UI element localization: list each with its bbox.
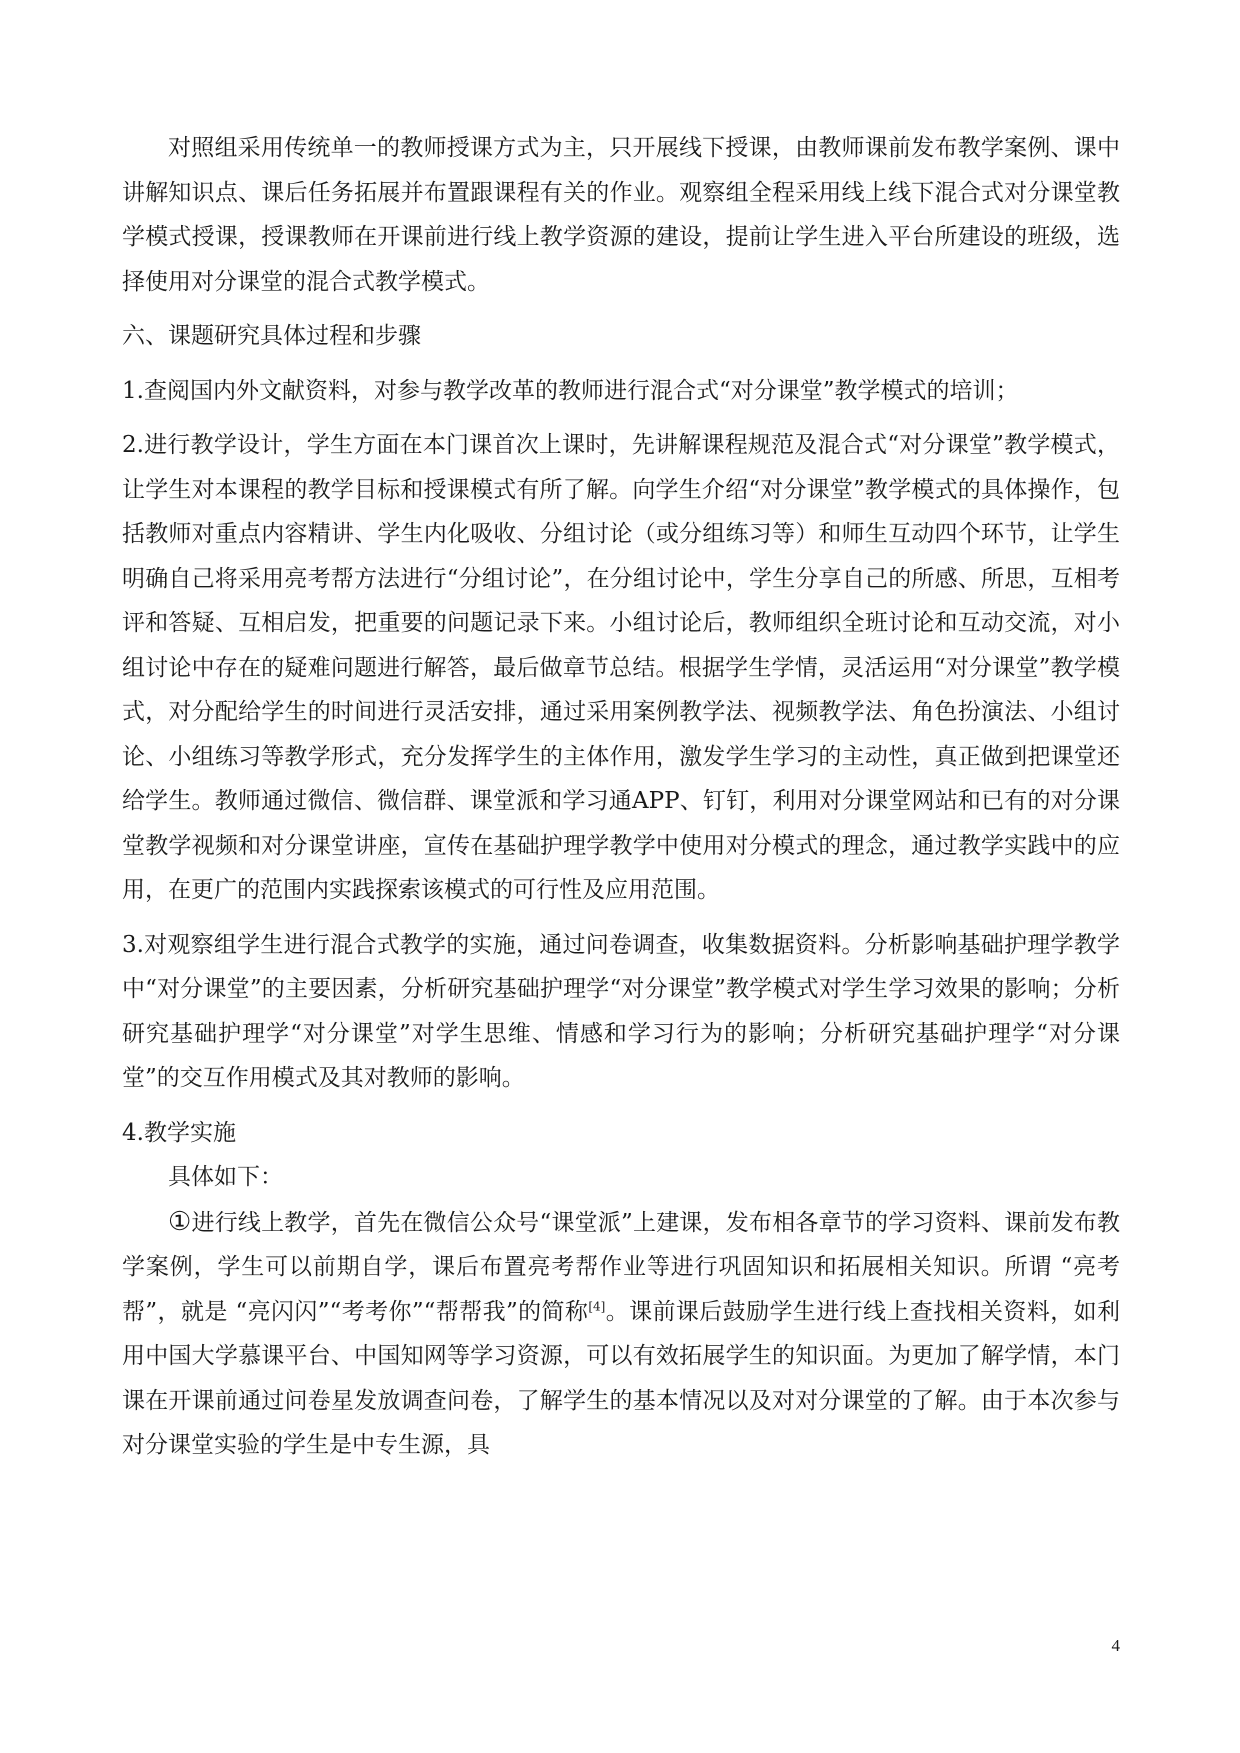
step-3-paragraph: 3.对观察组学生进行混合式教学的实施，通过问卷调查，收集数据资料。分析影响基础护理学教学中“对分课堂”的主要因素，分析研究基础护理学“对分课堂”教学模式对学生学习效果的影响；分析研究基础护理学“对分课堂”对学生思维、情感和学习行为的影响；分析研究基础护理学“对分课堂”的交互作用模式及其对教师的影响。 [122,931,1120,1091]
item-1-paragraph [122,1200,1120,1468]
item-1-text-part-1: 进行线上教学，首先在微信公众号“课堂派”上建课，发布相各章节的学习资料、课前发布教学案例，学生可以前期自学，课后布置亮考帮作业等进行巩固知识和拓展相关知识。所谓 “亮考帮”，就是 “亮闪闪”“考考你”“帮帮我”的简称 [122,1209,1120,1325]
step-4-title: 4.教学实施 [122,1119,236,1146]
circled-number-marker: ① [168,1206,192,1237]
step-2-paragraph: 2.进行教学设计，学生方面在本门课首次上课时，先讲解课程规范及混合式“对分课堂”教学模式，让学生对本课程的教学目标和授课模式有所了解。向学生介绍“对分课堂”教学模式的具体操作，包括教师对重点内容精讲、学生内化吸收、分组讨论（或分组练习等）和师生互动四个环节，让学生明确自己将采用亮考帮方法进行“分组讨论”，在分组讨论中，学生分享自己的所感、所思，互相考评和答疑、互相启发，把重要的问题记录下来。小组讨论后，教师组织全班讨论和互动交流，对小组讨论中存在的疑难问题进行解答，最后做章节总结。根据学生学情，灵活运用“对分课堂”教学模式，对分配给学生的时间进行灵活安排，通过采用案例教学法、视频教学法、角色扮演法、小组讨论、小组练习等教学形式，充分发挥学生的主体作用，激发学生学习的主动性，真正做到把课堂还给学生。教师通过微信、微信群、课堂派和学习通APP、钉钉，利用对分课堂网站和已有的对分课堂教学视频和对分课堂讲座，宣传在基础护理学教学中使用对分模式的理念，通过教学实践中的应用，在更广的范围内实践探索该模式的可行性及应用范围。 [122,432,1120,903]
step-4-intro: 具体如下： [168,1164,283,1190]
paragraph-control-group: 对照组采用传统单一的教师授课方式为主，只开展线下授课，由教师课前发布教学案例、课中讲解知识点、课后任务拓展并布置跟课程有关的作业。观察组全程采用线上线下混合式对分课堂教学模式授课，授课教师在开课前进行线上教学资源的建设，提前让学生进入平台所建设的班级，选择使用对分课堂的混合式教学模式。 [122,135,1120,295]
item-1-text-part-2: 。课前课后鼓励学生进行线上查找相关资料，如利用中国大学慕课平台、中国知网等学习资源，可以有效拓展学生的知识面。为更加了解学情，本门课在开课前通过问卷星发放调查问卷，了解学生的基本情况以及对对分课堂的了解。由于本次参与对分课堂实验的学生是中专生源，具 [122,1298,1121,1458]
citation-superscript: [4] [588,1298,606,1313]
page-number: 4 [1111,1636,1120,1655]
section-heading-6: 六、课题研究具体过程和步骤 [122,323,421,349]
step-1-paragraph: 1.查阅国内外文献资料，对参与教学改革的教师进行混合式“对分课堂”教学模式的培训； [122,377,1019,404]
document-body [122,126,1120,1478]
